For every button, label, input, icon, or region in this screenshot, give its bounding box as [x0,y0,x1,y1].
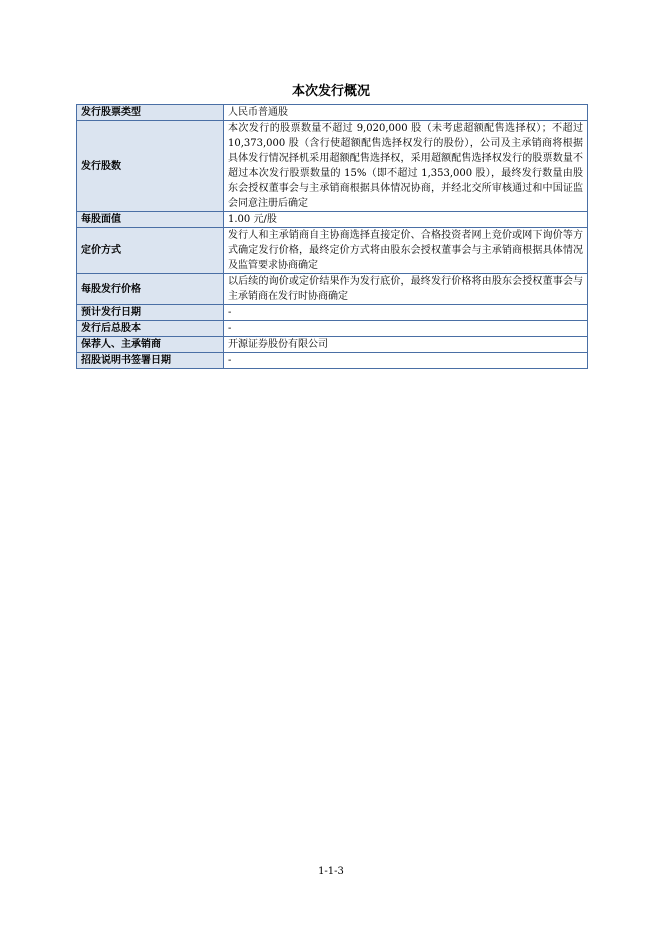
row-value-share-count: 本次发行的股票数量不超过 9,020,000 股（未考虑超额配售选择权）；不超过 10,373,000 股（含行使超额配售选择权发行的股份），公司及主承销商将根据具体发行情况择机采用超额配售选择权，采用超额配售选择权发行的股票数量不超过本次发行股票数量的 15%（即不超过 1,353,000 股），最终发行数量由股东会授权董事会与主承销商根据具体情况协商，并经北交所审核通过和中国证监会同意注册后确定 [224,121,588,212]
row-value-signing-date: - [224,353,588,369]
row-label-signing-date: 招股说明书签署日期 [77,353,224,369]
row-value-stock-type: 人民币普通股 [224,105,588,121]
row-value-par-value: 1.00 元/股 [224,212,588,228]
row-label-issue-price: 每股发行价格 [77,274,224,305]
table-row [77,337,588,353]
row-label-expected-date: 预计发行日期 [77,305,224,321]
row-value-total-shares: - [224,321,588,337]
table-row [77,353,588,369]
table-row [77,228,588,274]
row-label-pricing-method: 定价方式 [77,228,224,274]
table-row [77,305,588,321]
row-label-stock-type: 发行股票类型 [77,105,224,121]
row-label-total-shares: 发行后总股本 [77,321,224,337]
table-row [77,274,588,305]
table-row [77,105,588,121]
row-value-sponsor: 开源证券股份有限公司 [224,337,588,353]
row-value-pricing-method: 发行人和主承销商自主协商选择直接定价、合格投资者网上竞价或网下询价等方式确定发行价格，最终定价方式将由股东会授权董事会与主承销商根据具体情况及监管要求协商确定 [224,228,588,274]
row-value-issue-price: 以后续的询价或定价结果作为发行底价，最终发行价格将由股东会授权董事会与主承销商在发行时协商确定 [224,274,588,305]
page-number: 1-1-3 [318,866,344,877]
row-label-par-value: 每股面值 [77,212,224,228]
table-row [77,121,588,212]
page-title: 本次发行概况 [291,84,370,99]
table-row [77,321,588,337]
table-row [77,212,588,228]
row-label-share-count: 发行股数 [77,121,224,212]
row-label-sponsor: 保荐人、主承销商 [77,337,224,353]
row-value-expected-date: - [224,305,588,321]
issuance-overview-table [76,104,588,369]
